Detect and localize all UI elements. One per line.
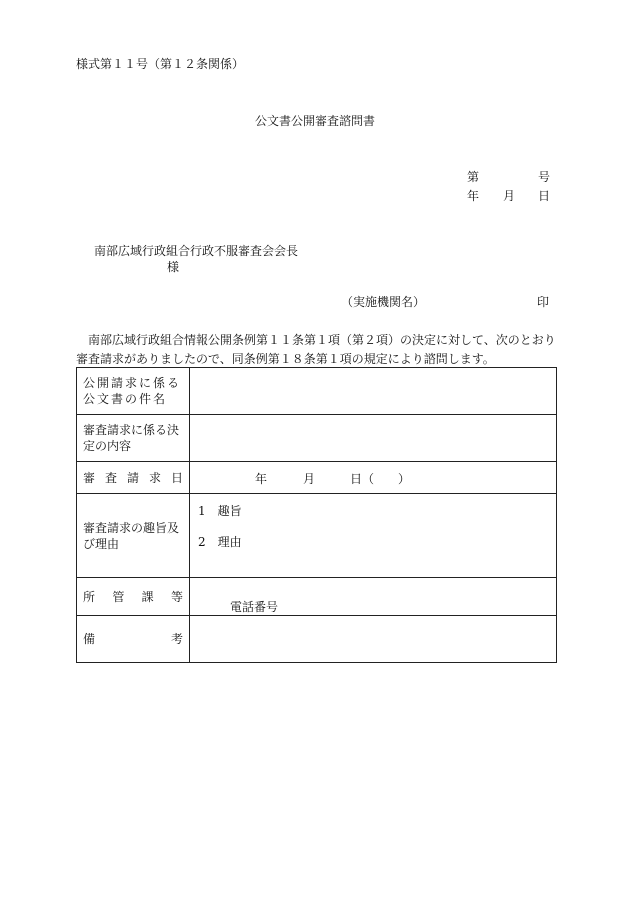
document-subject-label: 公開請求に係る公文書の件名 <box>77 368 190 415</box>
table-row-document-subject <box>77 368 557 415</box>
document-title: 公文書公開審査諮問書 <box>254 114 375 128</box>
department-label <box>77 578 190 616</box>
document-subject-field[interactable] <box>190 368 557 415</box>
request-date-year: 年 <box>255 472 268 486</box>
decision-content-field[interactable] <box>190 415 557 462</box>
department-label-char: 等 <box>170 589 183 604</box>
reason-item: 2 理由 <box>198 535 242 549</box>
table-row-request-date <box>77 462 557 494</box>
remarks-field[interactable] <box>190 616 557 663</box>
date-day: 日 <box>538 189 551 203</box>
table-row-purpose-reason <box>77 494 557 578</box>
body-text-line-2: 審査請求がありましたので、同条例第１８条第１項の規定により諮問します。 <box>76 352 495 366</box>
remarks-label-char: 考 <box>170 632 183 646</box>
date-year: 年 <box>467 189 480 203</box>
inquiry-form-table <box>76 367 557 663</box>
body-text-line-1: 南部広域行政組合情報公開条例第１１条第１項（第２項）の決定に対して、次のとおり <box>88 333 556 347</box>
request-date-day: 日（ ） <box>350 472 411 486</box>
request-date-label-char: 求 <box>148 470 161 485</box>
department-field[interactable] <box>190 578 557 616</box>
table-row-department <box>77 578 557 616</box>
document-number-prefix: 第 <box>467 170 480 184</box>
form-number: 様式第１１号（第１２条関係） <box>76 57 245 71</box>
request-date-label-char: 審 <box>83 470 96 485</box>
agency-name: （実施機関名） <box>341 295 426 309</box>
remarks-label <box>77 616 190 663</box>
table-row-remarks <box>77 616 557 663</box>
purpose-reason-label: 審査請求の趣旨及び理由 <box>77 494 190 578</box>
department-label-char: 管 <box>112 589 125 604</box>
request-date-label-char: 請 <box>126 470 139 485</box>
request-date-label-char: 日 <box>170 470 183 485</box>
document-number-suffix: 号 <box>538 170 551 184</box>
addressee-honorific: 様 <box>167 260 180 274</box>
request-date-field[interactable] <box>190 462 557 494</box>
table-row-decision-content <box>77 415 557 462</box>
remarks-label-char: 備 <box>83 632 96 646</box>
request-date-label-char: 査 <box>104 470 117 485</box>
date-month: 月 <box>503 189 516 203</box>
department-label-char: 所 <box>83 589 96 604</box>
addressee-name: 南部広域行政組合行政不服審査会会長 <box>94 244 299 258</box>
request-date-month: 月 <box>303 472 316 486</box>
phone-number-label: 電話番号 <box>230 600 279 614</box>
decision-content-label: 審査請求に係る決定の内容 <box>77 415 190 462</box>
request-date-label <box>77 462 190 494</box>
seal-mark: 印 <box>537 295 550 309</box>
department-label-char: 課 <box>141 589 154 604</box>
purpose-reason-field[interactable] <box>190 494 557 578</box>
purpose-item: 1 趣旨 <box>198 504 242 518</box>
